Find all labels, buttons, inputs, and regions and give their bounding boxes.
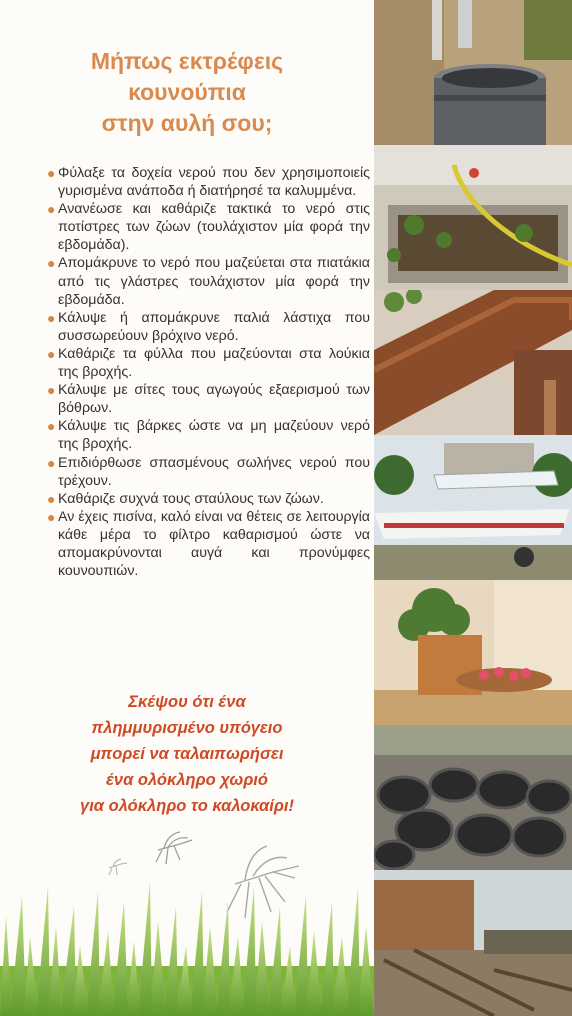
title-line-2: κουνούπια bbox=[128, 79, 246, 105]
tip-item: ● Επιδιόρθωσε σπασμένους σωλήνες νερού που τρέχουν. bbox=[47, 454, 370, 489]
grass-illustration bbox=[0, 876, 374, 1016]
callout-line-1: Σκέψου ότι ένα bbox=[128, 693, 246, 711]
photo-column bbox=[374, 0, 572, 1016]
flowerpot-photo bbox=[374, 580, 572, 725]
mosquito-icon bbox=[106, 858, 128, 876]
warning-callout bbox=[0, 689, 374, 819]
orange-dot-icon: ● bbox=[47, 309, 56, 326]
gutter-photo bbox=[374, 290, 572, 435]
orange-dot-icon: ● bbox=[47, 382, 56, 399]
orange-dot-icon: ● bbox=[47, 165, 56, 181]
tip-item: ● Κάλυψε τις βάρκες ώστε να μη μαζεύουν νερό της βροχής. bbox=[47, 418, 370, 453]
tip-item: ● Κάλυψε με σίτες τους αγωγούς εξαερισμού των βόθρων. bbox=[47, 382, 370, 417]
callout-line-5: για ολόκληρο το καλοκαίρι! bbox=[80, 797, 294, 815]
callout-line-4: ένα ολόκληρο χωριό bbox=[106, 771, 268, 789]
callout-line-2: πλημμυρισμένο υπόγειο bbox=[91, 719, 283, 737]
tip-item: ● Καθάριζε συχνά τους σταύλους των ζώων. bbox=[47, 490, 324, 507]
trough-photo bbox=[374, 145, 572, 290]
boat-photo bbox=[374, 435, 572, 580]
tip-item: ● Φύλαξε τα δοχεία νερού που δεν χρησιμοποιείς γυρισμένα ανάποδα ή διατήρησέ τα καλυμμένα. bbox=[47, 165, 370, 200]
page-title bbox=[0, 46, 374, 139]
orange-dot-icon: ● bbox=[47, 418, 56, 435]
tires-photo bbox=[374, 725, 572, 870]
barrel-photo bbox=[374, 0, 572, 145]
orange-dot-icon: ● bbox=[47, 508, 56, 525]
tip-item: ● Απομάκρυνε το νερό που μαζεύεται στα πιατάκια από τις γλάστρες τουλάχιστον μία φορά την εβδομάδα. bbox=[47, 255, 370, 308]
orange-dot-icon: ● bbox=[47, 201, 56, 218]
orange-dot-icon: ● bbox=[47, 345, 56, 362]
title-line-3: στην αυλή σου; bbox=[101, 110, 273, 136]
tip-item: ● Ανανέωσε και καθάριζε τακτικά το νερό στις ποτίστρες των ζώων (τουλάχιστον μία φορά την εβδομάδα). bbox=[47, 201, 370, 254]
mosquito-icon bbox=[150, 830, 194, 866]
tip-item: ● Κάλυψε ή απομάκρυνε παλιά λάστιχα που συσσωρεύουν βρόχινο νερό. bbox=[47, 309, 370, 344]
tips-list bbox=[47, 164, 370, 580]
stable-photo bbox=[374, 870, 572, 1016]
tip-item: ● Καθάριζε τα φύλλα που μαζεύονται στα λούκια της βροχής. bbox=[47, 345, 370, 381]
orange-dot-icon: ● bbox=[47, 255, 56, 272]
title-line-1: Μήπως εκτρέφεις bbox=[90, 48, 284, 74]
callout-line-3: μπορεί να ταλαιπωρήσει bbox=[90, 745, 284, 763]
orange-dot-icon: ● bbox=[47, 454, 56, 471]
tip-item: ● Αν έχεις πισίνα, καλό είναι να θέτεις σε λειτουργία κάθε μέρα το φίλτρο καθαρισμού ώστε να απομακρύνονται αυγά και προνύμφες κουνουπιών. bbox=[47, 508, 370, 580]
orange-dot-icon: ● bbox=[47, 490, 56, 507]
